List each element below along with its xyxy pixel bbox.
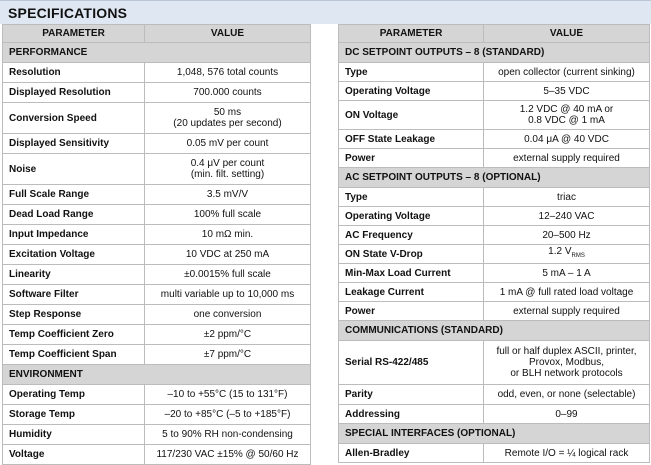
param-value: ±0.0015% full scale (145, 265, 311, 285)
param-value (484, 101, 650, 130)
param-value: Remote I/O = ¼ logical rack (484, 444, 650, 463)
value-line: 50 ms (213, 107, 242, 118)
param-value: ±2 ppm/°C (145, 325, 311, 345)
param-label: Addressing (339, 405, 484, 424)
param-value: –10 to +55°C (15 to 131°F) (145, 385, 311, 405)
table-row (339, 245, 650, 264)
param-label: Temp Coefficient Span (3, 345, 145, 365)
section-heading-special-interfaces: SPECIAL INTERFACES (OPTIONAL) (339, 424, 650, 444)
param-label: Voltage (3, 445, 145, 465)
param-value: 0–99 (484, 405, 650, 424)
param-value: multi variable up to 10,000 ms (145, 285, 311, 305)
param-value: 117/230 VAC ±15% @ 50/60 Hz (145, 445, 311, 465)
param-label: Power (339, 149, 484, 168)
value-line: (min. filt. setting) (190, 169, 265, 180)
param-label: Dead Load Range (3, 205, 145, 225)
header-row (3, 25, 311, 43)
section-heading-performance: PERFORMANCE (3, 43, 311, 63)
param-value (145, 103, 311, 134)
section-heading-environment: ENVIRONMENT (3, 365, 311, 385)
table-row (339, 302, 650, 321)
table-row (3, 325, 311, 345)
value-text: 1.2 V (548, 246, 572, 257)
param-value: 10 mΩ min. (145, 225, 311, 245)
table-row (3, 305, 311, 325)
param-value: external supply required (484, 302, 650, 321)
param-label: Linearity (3, 265, 145, 285)
param-value: ±7 ppm/°C (145, 345, 311, 365)
table-row (3, 385, 311, 405)
table-row (339, 226, 650, 245)
table-row (339, 385, 650, 405)
param-value: one conversion (145, 305, 311, 325)
table-row (339, 188, 650, 207)
section-heading-dc-setpoint: DC SETPOINT OUTPUTS – 8 (STANDARD) (339, 43, 650, 63)
param-value: 10 VDC at 250 mA (145, 245, 311, 265)
table-row (339, 341, 650, 385)
table-row (3, 245, 311, 265)
param-value: 0.05 mV per count (145, 134, 311, 154)
param-label: Type (339, 188, 484, 207)
table-row (339, 264, 650, 283)
param-value: 1 mA @ full rated load voltage (484, 283, 650, 302)
param-value: open collector (current sinking) (484, 63, 650, 82)
table-row (3, 265, 311, 285)
param-value: 12–240 VAC (484, 207, 650, 226)
param-value (484, 341, 650, 385)
parameter-header: PARAMETER (3, 25, 145, 43)
table-row (3, 225, 311, 245)
value-header: VALUE (145, 25, 311, 43)
table-row (339, 130, 650, 149)
param-value: 700.000 counts (145, 83, 311, 103)
table-row (3, 103, 311, 134)
table-row (339, 149, 650, 168)
value-line: Provox, Modbus, (528, 357, 605, 368)
value-header: VALUE (484, 25, 650, 43)
section-heading-ac-setpoint: AC SETPOINT OUTPUTS – 8 (OPTIONAL) (339, 168, 650, 188)
table-row (3, 205, 311, 225)
param-value: 5 to 90% RH non-condensing (145, 425, 311, 445)
section-heading-communications: COMMUNICATIONS (STANDARD) (339, 321, 650, 341)
value-line: or BLH network protocols (510, 368, 623, 379)
value-line: 1.2 VDC @ 40 mA or (519, 104, 614, 115)
param-value (484, 245, 650, 264)
param-value: 20–500 Hz (484, 226, 650, 245)
param-label: Leakage Current (339, 283, 484, 302)
param-label: Full Scale Range (3, 185, 145, 205)
right-spec-table (338, 24, 650, 463)
param-label: ON State V-Drop (339, 245, 484, 264)
specifications-banner (0, 0, 651, 24)
param-value: triac (484, 188, 650, 207)
param-label: Operating Temp (3, 385, 145, 405)
table-row (339, 283, 650, 302)
param-value: –20 to +85°C (–5 to +185°F) (145, 405, 311, 425)
table-row (339, 101, 650, 130)
table-row (339, 207, 650, 226)
param-value: external supply required (484, 149, 650, 168)
param-label: Temp Coefficient Zero (3, 325, 145, 345)
table-row (3, 185, 311, 205)
table-row (3, 63, 311, 83)
param-value: 0.04 μA @ 40 VDC (484, 130, 650, 149)
param-label: OFF State Leakage (339, 130, 484, 149)
param-label: Displayed Sensitivity (3, 134, 145, 154)
table-row (3, 425, 311, 445)
param-value: 100% full scale (145, 205, 311, 225)
param-label: Step Response (3, 305, 145, 325)
param-label: AC Frequency (339, 226, 484, 245)
param-value: odd, even, or none (selectable) (484, 385, 650, 405)
param-value: 5–35 VDC (484, 82, 650, 101)
param-value: 3.5 mV/V (145, 185, 311, 205)
param-value: 1,048, 576 total counts (145, 63, 311, 83)
table-row (339, 82, 650, 101)
param-label: Serial RS-422/485 (339, 341, 484, 385)
param-value: 5 mA – 1 A (484, 264, 650, 283)
param-label: Storage Temp (3, 405, 145, 425)
value-line: (20 updates per second) (173, 118, 282, 129)
param-label: Operating Voltage (339, 82, 484, 101)
param-label: Resolution (3, 63, 145, 83)
value-subscript: RMS (571, 253, 585, 259)
left-spec-table (2, 24, 311, 465)
table-row (339, 405, 650, 424)
param-label: Displayed Resolution (3, 83, 145, 103)
value-line: 0.8 VDC @ 1 mA (528, 115, 605, 126)
param-label: Software Filter (3, 285, 145, 305)
param-label: Operating Voltage (339, 207, 484, 226)
value-line: full or half duplex ASCII, printer, (496, 346, 637, 357)
table-row (3, 285, 311, 305)
param-label: Excitation Voltage (3, 245, 145, 265)
table-row (3, 83, 311, 103)
param-label: Input Impedance (3, 225, 145, 245)
table-row (339, 444, 650, 463)
page-title: SPECIFICATIONS (8, 5, 128, 21)
param-label: Type (339, 63, 484, 82)
table-row (3, 405, 311, 425)
param-label: Humidity (3, 425, 145, 445)
param-label: Noise (3, 154, 145, 185)
table-row (339, 63, 650, 82)
param-label: Power (339, 302, 484, 321)
param-label: Min-Max Load Current (339, 264, 484, 283)
table-row (3, 134, 311, 154)
table-row (3, 154, 311, 185)
header-row (339, 25, 650, 43)
param-label: Allen-Bradley (339, 444, 484, 463)
param-label: Parity (339, 385, 484, 405)
param-label: ON Voltage (339, 101, 484, 130)
parameter-header: PARAMETER (339, 25, 484, 43)
param-value (145, 154, 311, 185)
value-line: 0.4 μV per count (190, 158, 265, 169)
table-row (3, 345, 311, 365)
param-label: Conversion Speed (3, 103, 145, 134)
